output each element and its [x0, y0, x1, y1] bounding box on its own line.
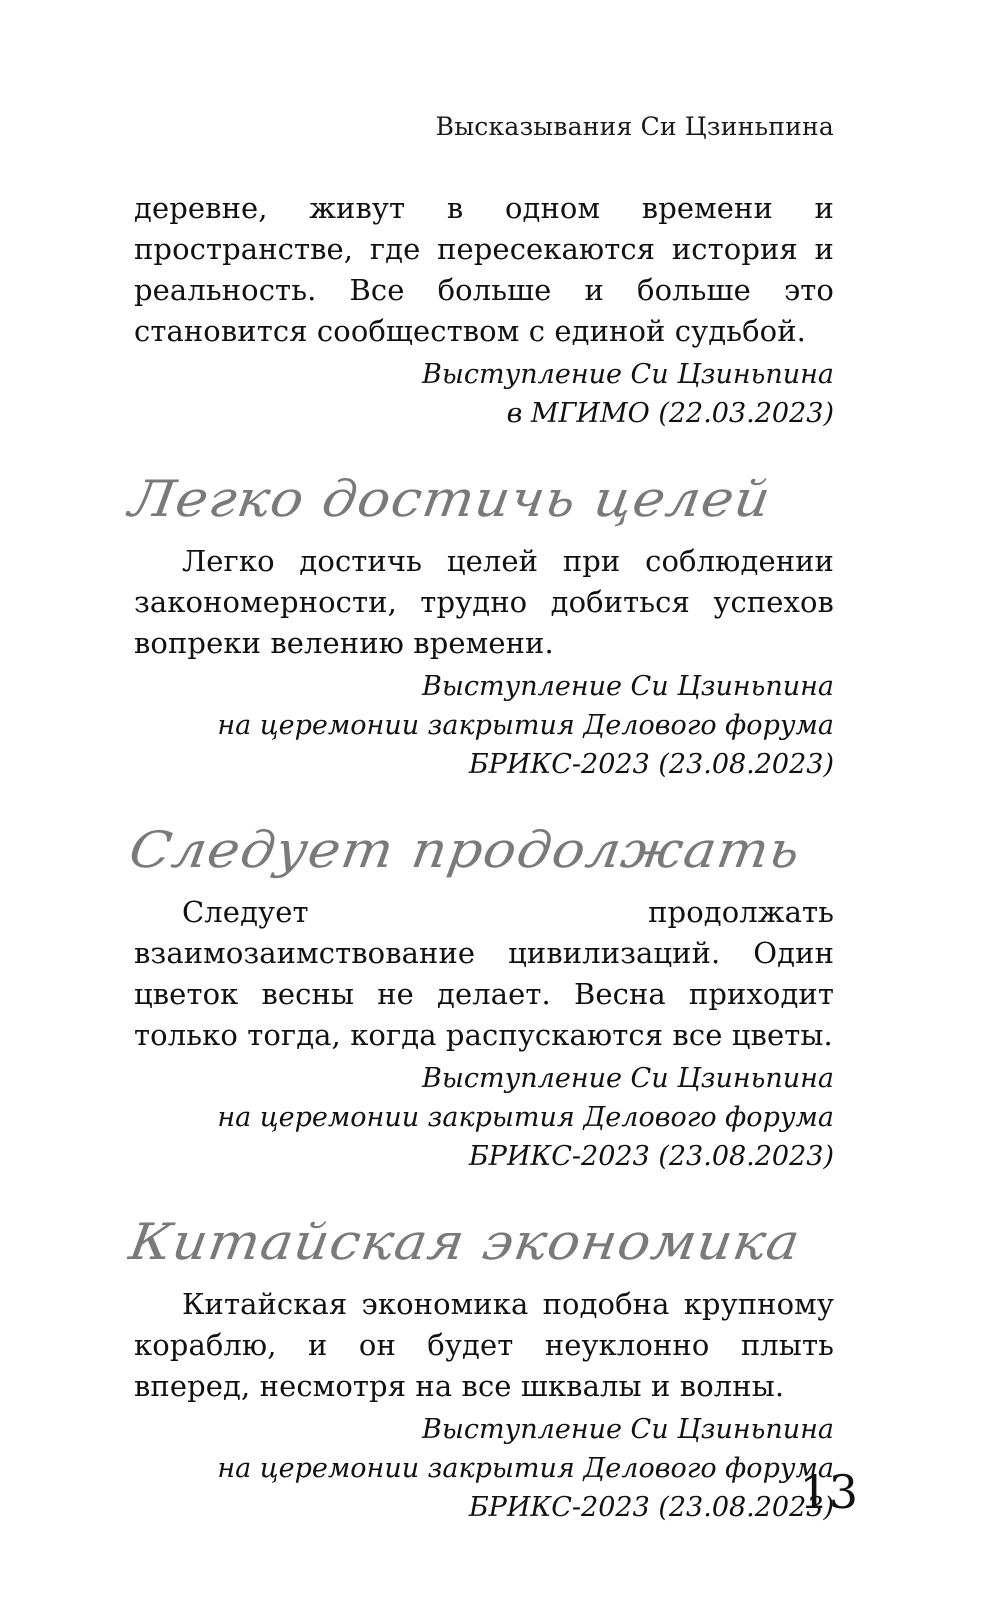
source-line: на церемонии закрытия Делового форума	[217, 1453, 834, 1484]
quote-source	[134, 355, 834, 433]
source-line: БРИКС-2023 (23.08.2023)	[468, 1492, 834, 1523]
section-heading: Легко достичь целей	[125, 470, 776, 528]
source-line: на церемонии закрытия Делового форума	[217, 1102, 834, 1133]
source-line: БРИКС-2023 (23.08.2023)	[468, 749, 834, 780]
source-line: Выступление Си Цзиньпина	[422, 1414, 834, 1445]
page-number: 13	[799, 1465, 858, 1519]
running-head: Высказывания Си Цзиньпина	[435, 112, 834, 141]
section-heading: Следует продолжать	[125, 821, 805, 879]
source-line: Выступление Си Цзиньпина	[422, 671, 834, 702]
source-line: Выступление Си Цзиньпина	[422, 359, 834, 390]
source-line: Выступление Си Цзиньпина	[422, 1063, 834, 1094]
quote-paragraph: Легко достичь целей при соблюдении закономерности, трудно добиться успехов вопреки велению времени.	[134, 544, 834, 660]
section-heading: Китайская экономика	[125, 1213, 805, 1271]
quote-source	[134, 667, 834, 784]
source-line: БРИКС-2023 (23.08.2023)	[468, 1141, 834, 1172]
source-line: в МГИМО (22.03.2023)	[506, 398, 834, 429]
source-line: на церемонии закрытия Делового форума	[217, 710, 834, 741]
quote-paragraph: Китайская экономика подобна крупному кораблю, и он будет неуклонно плыть вперед, несмотря на все шквалы и волны.	[134, 1287, 834, 1403]
quote-source	[134, 1059, 834, 1176]
page-body	[125, 188, 834, 1527]
continuation-paragraph: деревне, живут в одном времени и пространстве, где пересекаются история и реальность. Все больше и больше это становится сообществом с единой судьбой.	[134, 191, 834, 348]
quote-paragraph: Следует продолжать взаимозаимствование цивилизаций. Один цветок весны не делает. Весна приходит только тогда, когда распускаются все цветы.	[134, 895, 834, 1052]
quote-source	[134, 1410, 834, 1527]
